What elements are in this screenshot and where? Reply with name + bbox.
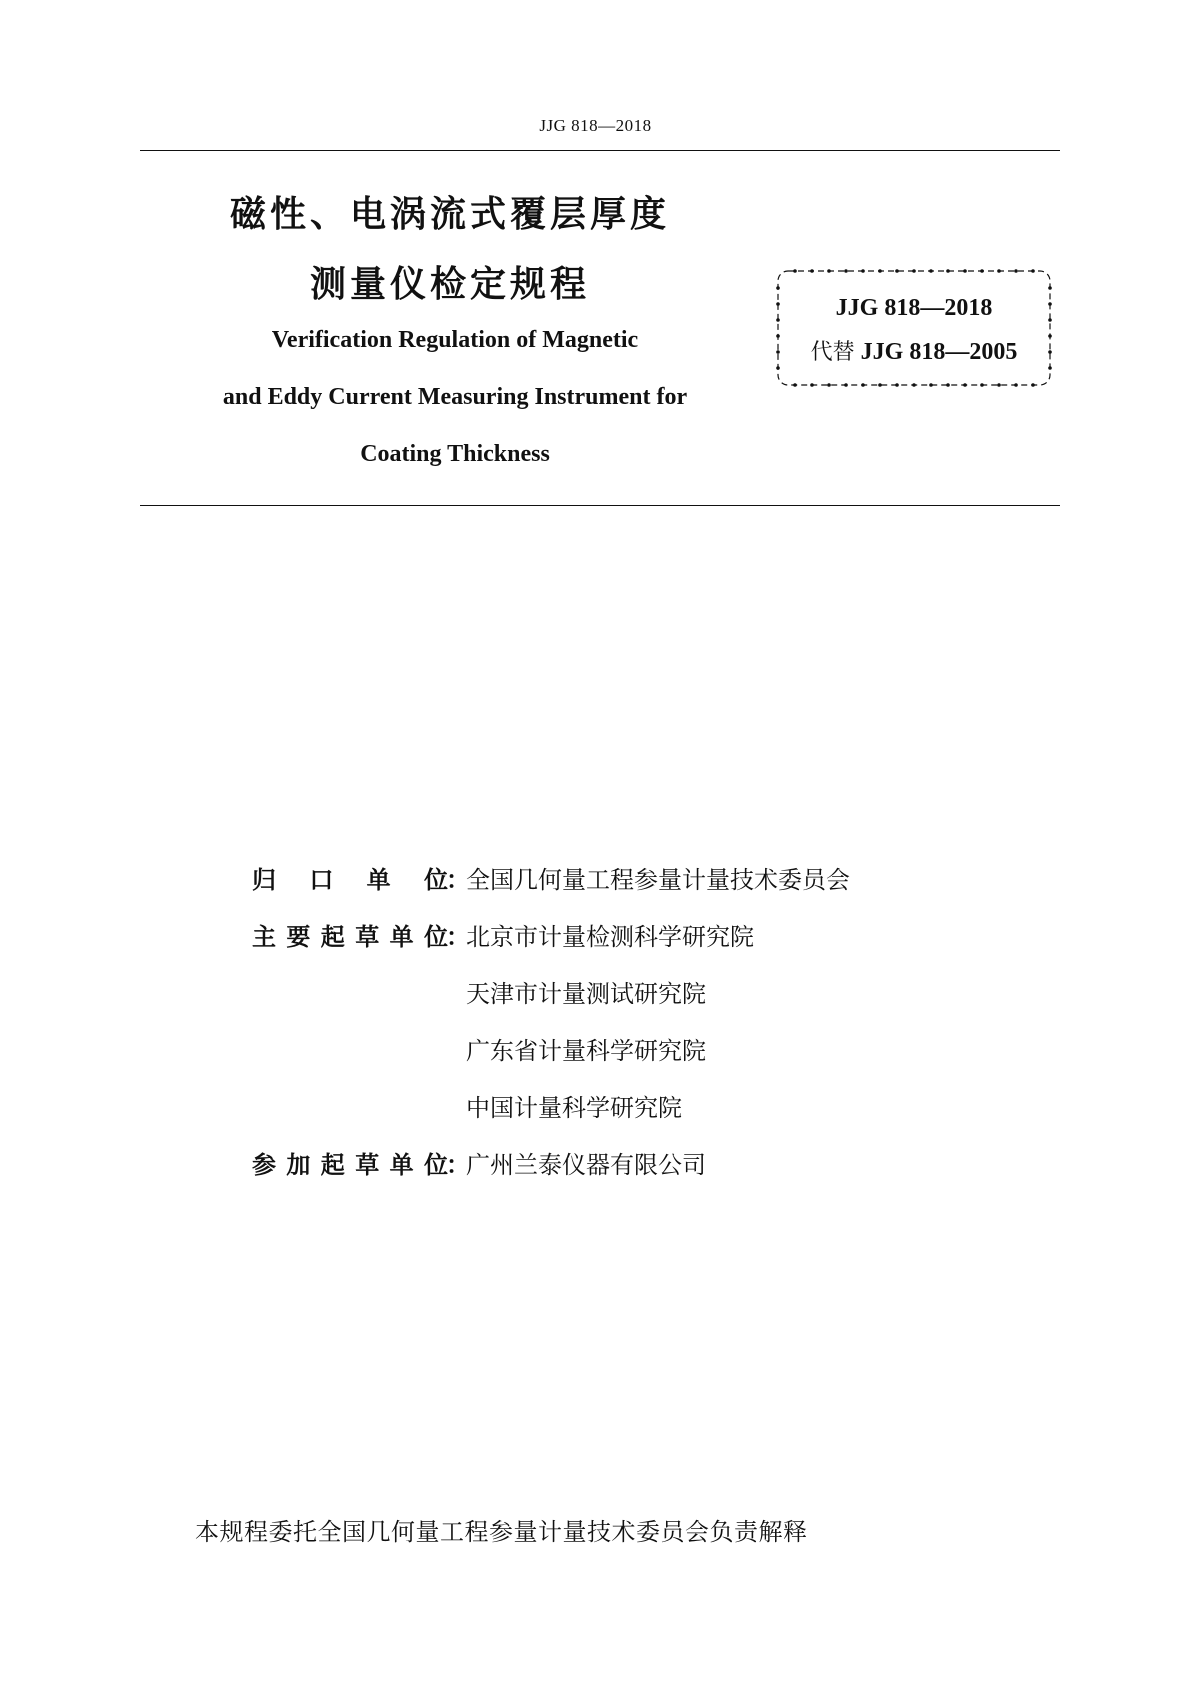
border-dot [980, 269, 984, 273]
top-rule [140, 150, 1060, 151]
border-dot [1031, 269, 1035, 273]
code-box-replace [775, 335, 1053, 366]
border-dot [878, 383, 882, 387]
main-drafter-label: 主要起草单位 [252, 923, 448, 951]
border-dot [776, 366, 780, 370]
border-dot [895, 269, 899, 273]
replace-code: JJG 818—2005 [860, 339, 1018, 365]
border-dot [997, 383, 1001, 387]
main-drafter-row [252, 1088, 682, 1122]
border-dot [861, 269, 865, 273]
participating-drafter-value: 广州兰泰仪器有限公司 [466, 1151, 706, 1179]
border-dot [929, 269, 933, 273]
border-dot [1048, 366, 1052, 370]
title-en-line3: Coating Thickness [360, 441, 550, 467]
border-dot [1048, 286, 1052, 290]
border-dot [963, 269, 967, 273]
border-dot [912, 269, 916, 273]
bottom-rule [140, 505, 1060, 506]
main-drafter-value: 北京市计量检测科学研究院 [466, 923, 754, 951]
title-en-line2: and Eddy Current Measuring Instrument for [222, 384, 688, 410]
border-dot [844, 383, 848, 387]
header-code: JJG 818—2018 [539, 116, 652, 135]
main-drafter-row [252, 1031, 706, 1065]
border-dot [980, 383, 984, 387]
border-dot [946, 269, 950, 273]
border-dot [912, 383, 916, 387]
border-dot [878, 269, 882, 273]
title-en-line1: Verification Regulation of Magnetic [271, 327, 639, 353]
border-dot [810, 269, 814, 273]
responsible-unit-row: 归口单位：全国几何量工程参量计量技术委员会 [252, 860, 850, 894]
replace-prefix: 代替 [810, 340, 855, 365]
participating-drafter-label: 参加起草单位 [252, 1151, 448, 1179]
border-dot [776, 286, 780, 290]
border-dot [946, 383, 950, 387]
border-dot [793, 269, 797, 273]
participating-drafter-row: 参加起草单位：广州兰泰仪器有限公司 [252, 1145, 706, 1179]
border-dot [1014, 269, 1018, 273]
border-dot [997, 269, 1001, 273]
border-dot [844, 269, 848, 273]
main-drafter-value: 中国计量科学研究院 [466, 1094, 682, 1122]
border-dot [793, 383, 797, 387]
border-dot [963, 383, 967, 387]
main-drafter-row [252, 974, 706, 1008]
main-drafter-row: 主要起草单位：北京市计量检测科学研究院 [252, 917, 754, 951]
border-dot [861, 383, 865, 387]
responsible-unit-value: 全国几何量工程参量计量技术委员会 [466, 866, 850, 894]
main-drafter-value: 广东省计量科学研究院 [466, 1037, 706, 1065]
border-dot [1014, 383, 1018, 387]
main-drafter-value: 天津市计量测试研究院 [466, 980, 706, 1008]
border-dot [929, 383, 933, 387]
title-cn-line2: 测量仪检定规程 [309, 264, 590, 305]
responsible-unit-label: 归口单位 [252, 866, 448, 894]
border-dot [827, 383, 831, 387]
title-cn-line1: 磁性、电涡流式覆层厚度 [229, 194, 670, 235]
border-dot [810, 383, 814, 387]
code-box [775, 268, 1053, 388]
footer-note: 本规程委托全国几何量工程参量计量技术委员会负责解释 [195, 1518, 808, 1546]
border-dot [1031, 383, 1035, 387]
border-dot [827, 269, 831, 273]
code-box-code: JJG 818—2018 [835, 295, 993, 321]
code-box-border [775, 268, 1053, 388]
border-dot [895, 383, 899, 387]
